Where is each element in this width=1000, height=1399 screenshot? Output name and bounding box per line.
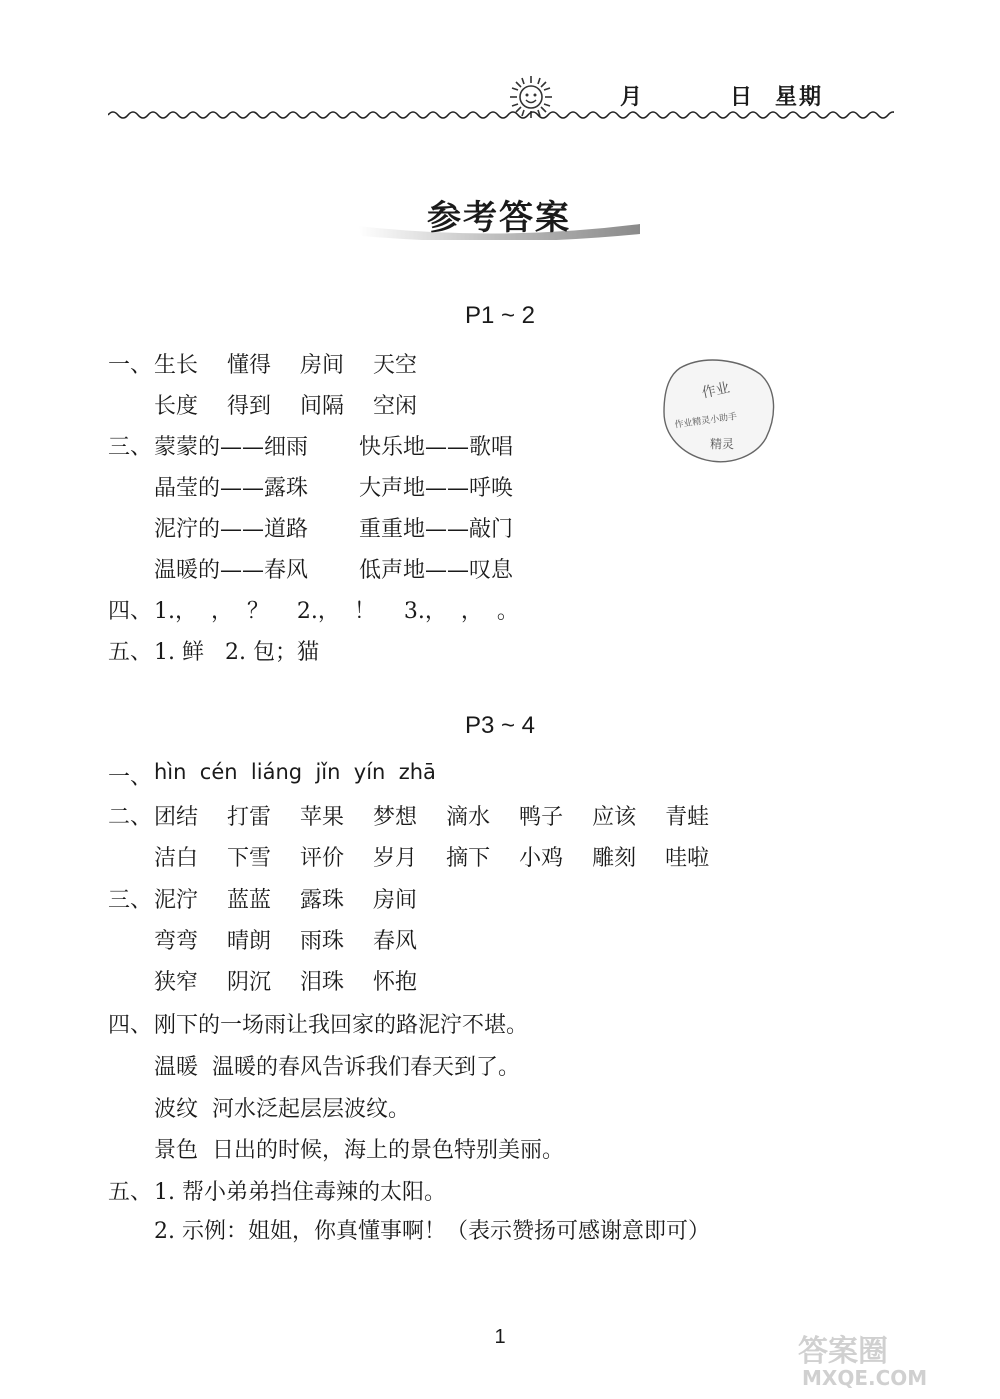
answer-word: 评价 xyxy=(300,846,345,871)
answer-pair: 大声地——呼唤 xyxy=(359,476,514,501)
answer-word: 梦想 xyxy=(373,805,418,830)
answer-word: 哇啦 xyxy=(665,846,710,871)
answer-word: 团结 xyxy=(154,805,199,830)
answer-word: 雨珠 xyxy=(300,929,345,954)
answer-word: 露珠 xyxy=(300,888,345,913)
answer-word: 滴水 xyxy=(446,805,491,830)
question-number: 一、 xyxy=(108,765,153,790)
title-banner xyxy=(358,190,640,242)
answer-word: 懂得 xyxy=(227,353,272,378)
answer-word: 阴沉 xyxy=(227,970,272,995)
answer-word: 小鸡 xyxy=(519,846,564,871)
answer-text: 波纹 河水泛起层层波纹。 xyxy=(154,1097,410,1122)
answer-text: 温暖 温暖的春风告诉我们春天到了。 xyxy=(154,1055,520,1080)
answer-word: 青蛙 xyxy=(665,805,710,830)
question-number: 四、 xyxy=(108,1013,153,1038)
question-number: 二、 xyxy=(108,805,153,830)
answer-content xyxy=(154,924,439,955)
answer-word: 岁月 xyxy=(373,846,418,871)
answer-word: 弯弯 xyxy=(154,929,199,954)
question-number: 一、 xyxy=(108,353,153,378)
stamp-seal xyxy=(660,356,778,468)
answer-word: 晴朗 xyxy=(227,929,272,954)
answer-word: 泥泞 xyxy=(154,888,199,913)
answer-word: 房间 xyxy=(300,353,345,378)
answer-pair: 低声地——叹息 xyxy=(359,558,514,583)
answer-word: 春风 xyxy=(373,929,418,954)
answer-word: 打雷 xyxy=(227,805,272,830)
answer-word: 应该 xyxy=(592,805,637,830)
answer-content xyxy=(154,841,731,872)
question-number: 五、 xyxy=(108,1180,153,1205)
wavy-divider xyxy=(108,108,894,122)
pinyin-answer: hìn cén liáng jǐn yín zhā xyxy=(154,760,436,784)
month-label: 月 xyxy=(620,85,643,110)
answer-text: 2. 示例：姐姐，你真懂事啊！（表示赞扬可感谢意即可） xyxy=(154,1219,710,1244)
answer-word: 洁白 xyxy=(154,846,199,871)
question-number: 三、 xyxy=(108,888,153,913)
answer-content xyxy=(154,430,579,461)
stamp-line-1: 作业 xyxy=(700,380,732,402)
weekday-label: 星期 xyxy=(775,85,824,110)
answer-text: 景色 日出的时候，海上的景色特别美丽。 xyxy=(154,1138,564,1163)
answer-pair: 晶莹的——露珠 xyxy=(154,476,309,501)
watermark-line-1: 答案圈 xyxy=(798,1334,888,1369)
answer-pair: 重重地——敲门 xyxy=(359,517,514,542)
answer-word: 下雪 xyxy=(227,846,272,871)
answer-text: 1.， ， ？ 2.， ！ 3.， ， 。 xyxy=(154,599,519,624)
answer-pair: 蒙蒙的——细雨 xyxy=(154,435,309,460)
answer-word: 鸭子 xyxy=(519,805,564,830)
answer-word: 间隔 xyxy=(300,394,345,419)
answer-content xyxy=(154,883,439,914)
answer-word: 苹果 xyxy=(300,805,345,830)
page-title: 参考答案 xyxy=(427,198,571,238)
answer-text: 刚下的一场雨让我回家的路泥泞不堪。 xyxy=(154,1013,529,1038)
section-heading-p3-4: P3 ~ 4 xyxy=(464,712,536,739)
question-number: 五、 xyxy=(108,640,153,665)
answer-word: 蓝蓝 xyxy=(227,888,272,913)
answer-word: 房间 xyxy=(373,888,418,913)
page-number: 1 xyxy=(494,1326,506,1348)
answer-text: 1. 鲜 2. 包；猫 xyxy=(154,640,319,665)
answer-word: 雕刻 xyxy=(592,846,637,871)
answer-content xyxy=(154,800,731,831)
answer-content xyxy=(154,512,579,543)
answer-word: 长度 xyxy=(154,394,199,419)
answer-word: 狭窄 xyxy=(154,970,199,995)
section-heading-p1-2: P1 ~ 2 xyxy=(464,302,536,329)
answer-content xyxy=(154,471,579,502)
answer-word: 天空 xyxy=(373,353,418,378)
answer-word: 得到 xyxy=(227,394,272,419)
answer-content xyxy=(154,553,579,584)
answer-content xyxy=(154,348,439,379)
answer-pair: 温暖的——春风 xyxy=(154,558,309,583)
stamp-line-2: 作业精灵小助手 xyxy=(673,411,738,431)
page-header xyxy=(0,0,1000,135)
stamp-line-3: 精灵 xyxy=(710,437,735,451)
answer-word: 怀抱 xyxy=(373,970,418,995)
answer-pair: 泥泞的——道路 xyxy=(154,517,309,542)
answer-word: 摘下 xyxy=(446,846,491,871)
day-label: 日 xyxy=(730,85,753,110)
answer-word: 空闲 xyxy=(373,394,418,419)
answer-content xyxy=(154,389,439,420)
answer-pair: 快乐地——歌唱 xyxy=(359,435,514,460)
answer-word: 泪珠 xyxy=(300,970,345,995)
answer-text: 1. 帮小弟弟挡住毒辣的太阳。 xyxy=(154,1180,446,1205)
watermark-line-2: MXQE.COM xyxy=(802,1366,928,1389)
question-number: 四、 xyxy=(108,599,153,624)
answer-content xyxy=(154,965,439,996)
question-number: 三、 xyxy=(108,435,153,460)
answer-word: 生长 xyxy=(154,353,199,378)
